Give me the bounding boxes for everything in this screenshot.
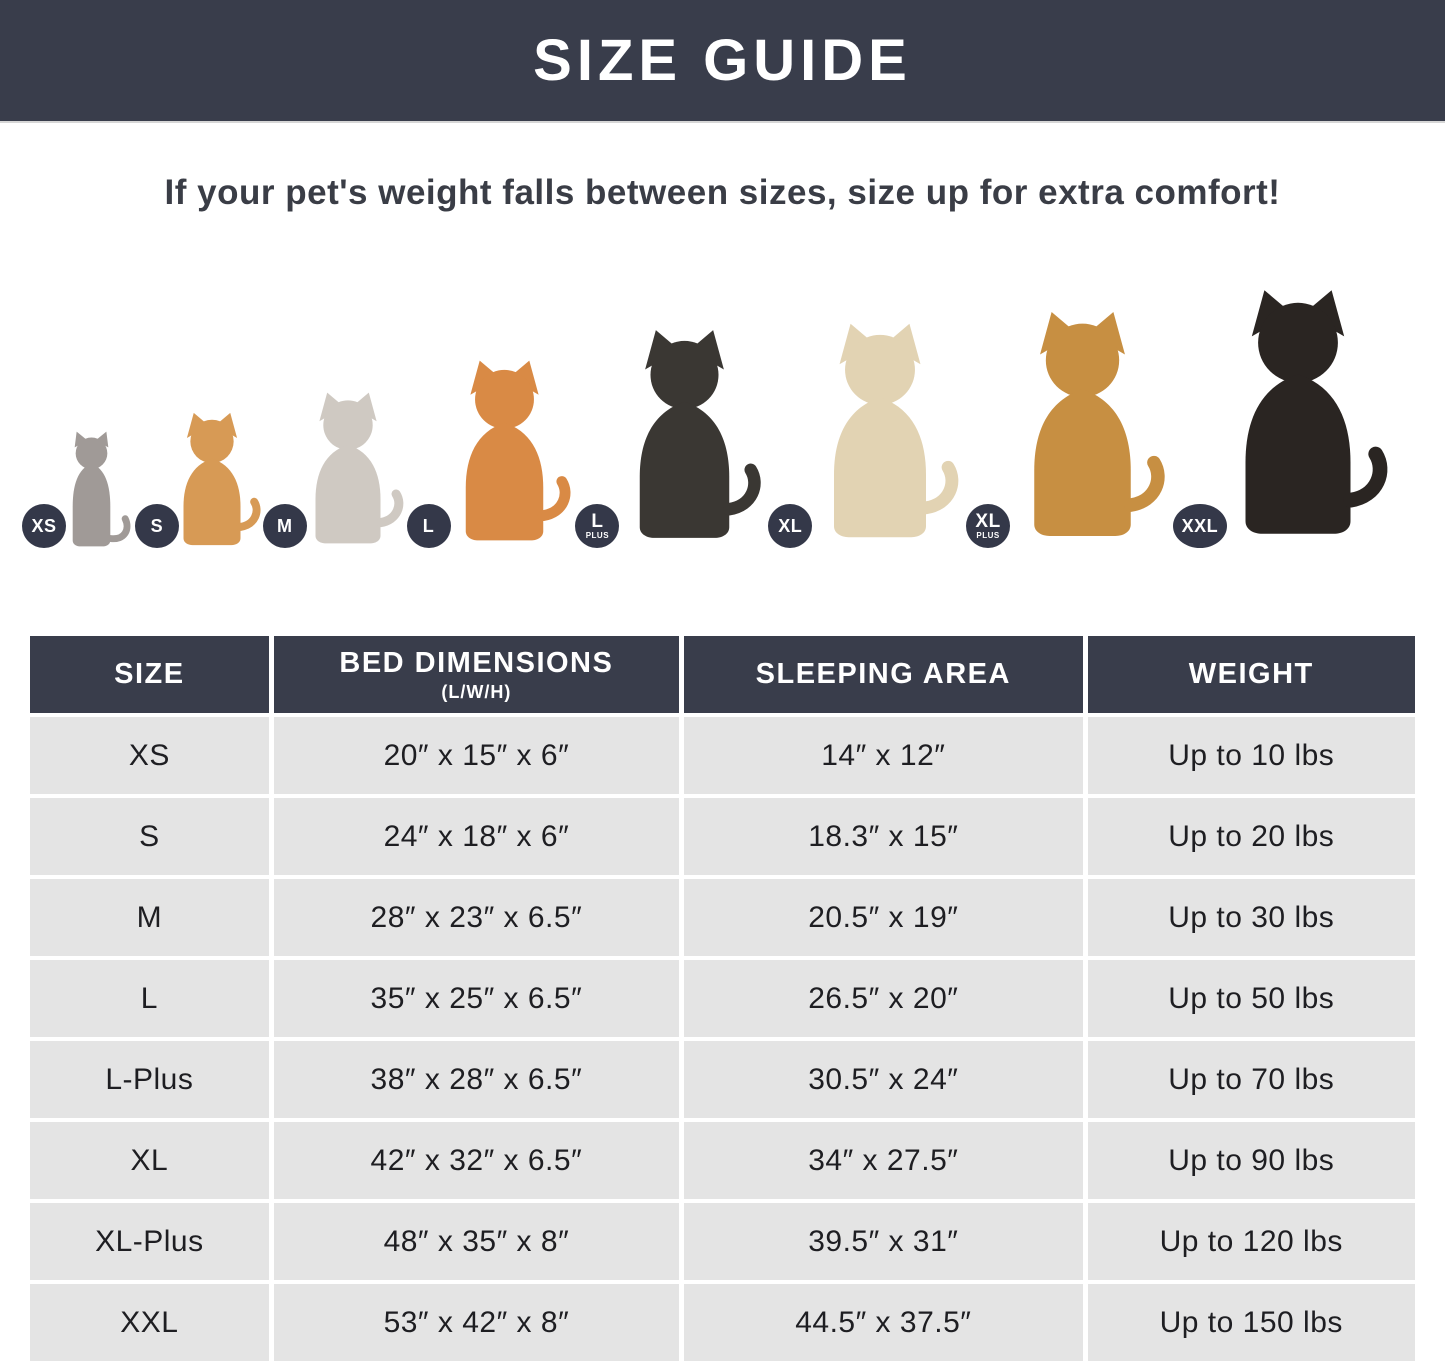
table-cell-xs-area: 14″ x 12″ bbox=[684, 717, 1082, 794]
size-badge bbox=[407, 504, 451, 548]
column-header-bed-dimensions bbox=[274, 636, 679, 713]
size-badge bbox=[768, 504, 812, 548]
size-badge-label: XXL bbox=[1181, 516, 1219, 536]
size-badge-label: XL bbox=[778, 516, 803, 536]
table-cell-s-weight: Up to 20 lbs bbox=[1088, 798, 1415, 875]
pet-item-xl bbox=[778, 303, 972, 558]
pet-item-xs bbox=[31, 420, 141, 558]
table-cell-xl-plus-area: 39.5″ x 31″ bbox=[684, 1203, 1082, 1280]
golden-retriever-illustration bbox=[986, 290, 1179, 558]
table-cell-xs-weight: Up to 10 lbs bbox=[1088, 717, 1415, 794]
table-cell-xl-bed: 42″ x 32″ x 6.5″ bbox=[274, 1122, 679, 1199]
size-badge-label: S bbox=[150, 516, 164, 536]
page-title: SIZE GUIDE bbox=[533, 28, 912, 93]
banner bbox=[0, 0, 1445, 123]
table-cell-m-size: M bbox=[30, 879, 269, 956]
column-header-label: SIZE bbox=[114, 658, 185, 690]
table-cell-xxl-area: 44.5″ x 37.5″ bbox=[684, 1284, 1082, 1361]
size-badge bbox=[1173, 504, 1227, 548]
pets-row bbox=[31, 258, 1403, 558]
table-cell-xxl-weight: Up to 150 lbs bbox=[1088, 1284, 1415, 1361]
pet-item-l bbox=[422, 343, 582, 558]
size-badge-label: M bbox=[276, 516, 293, 536]
table-cell-xl-plus-size: XL-Plus bbox=[30, 1203, 269, 1280]
size-badge bbox=[263, 504, 307, 548]
size-badge-label: L bbox=[591, 511, 604, 532]
table-cell-l-bed: 35″ x 25″ x 6.5″ bbox=[274, 960, 679, 1037]
column-header-label: WEIGHT bbox=[1188, 658, 1314, 690]
table-cell-xl-weight: Up to 90 lbs bbox=[1088, 1122, 1415, 1199]
table-cell-m-weight: Up to 30 lbs bbox=[1088, 879, 1415, 956]
table-cell-xl-area: 34″ x 27.5″ bbox=[684, 1122, 1082, 1199]
column-header-label: SLEEPING AREA bbox=[755, 658, 1011, 690]
pet-item-xl-plus bbox=[975, 290, 1179, 558]
pet-item-s bbox=[150, 400, 269, 558]
size-badge-label: XS bbox=[31, 516, 57, 536]
table-cell-l-plus-size: L-Plus bbox=[30, 1041, 269, 1118]
size-badge bbox=[966, 504, 1010, 548]
subtitle: If your pet's weight falls between sizes, size up for extra comfort! bbox=[164, 173, 1281, 212]
doberman-illustration bbox=[1193, 266, 1403, 558]
size-badge bbox=[135, 504, 179, 548]
table-cell-xs-size: XS bbox=[30, 717, 269, 794]
pet-item-xxl bbox=[1181, 266, 1403, 558]
size-badge-label: XL bbox=[975, 511, 1001, 532]
table-cell-xs-bed: 20″ x 15″ x 6″ bbox=[274, 717, 679, 794]
table-cell-m-bed: 28″ x 23″ x 6.5″ bbox=[274, 879, 679, 956]
table-cell-s-area: 18.3″ x 15″ bbox=[684, 798, 1082, 875]
labrador-illustration bbox=[788, 303, 972, 558]
table-cell-l-plus-weight: Up to 70 lbs bbox=[1088, 1041, 1415, 1118]
column-header-weight bbox=[1088, 636, 1415, 713]
table-cell-s-bed: 24″ x 18″ x 6″ bbox=[274, 798, 679, 875]
table-cell-m-area: 20.5″ x 19″ bbox=[684, 879, 1082, 956]
table-cell-s-size: S bbox=[30, 798, 269, 875]
size-badge-label: L bbox=[422, 516, 435, 536]
table-cell-xl-size: XL bbox=[30, 1122, 269, 1199]
table-cell-xxl-size: XXL bbox=[30, 1284, 269, 1361]
size-table bbox=[30, 636, 1415, 1361]
table-cell-xl-plus-bed: 48″ x 35″ x 8″ bbox=[274, 1203, 679, 1280]
pet-item-m bbox=[276, 378, 413, 558]
column-header-sleeping-area bbox=[684, 636, 1082, 713]
size-badge bbox=[22, 504, 66, 548]
table-cell-xl-plus-weight: Up to 120 lbs bbox=[1088, 1203, 1415, 1280]
table-cell-l-plus-area: 30.5″ x 24″ bbox=[684, 1041, 1082, 1118]
size-badge-sublabel: PLUS bbox=[976, 531, 1000, 540]
table-cell-l-weight: Up to 50 lbs bbox=[1088, 960, 1415, 1037]
size-badge-sublabel: PLUS bbox=[585, 531, 610, 540]
pet-item-l-plus bbox=[585, 310, 774, 558]
border-collie-illustration bbox=[595, 310, 774, 558]
table-cell-l-plus-bed: 38″ x 28″ x 6.5″ bbox=[274, 1041, 679, 1118]
table-cell-l-size: L bbox=[30, 960, 269, 1037]
table-cell-xxl-bed: 53″ x 42″ x 8″ bbox=[274, 1284, 679, 1361]
dimensions-note: (L/W/H) bbox=[441, 681, 512, 702]
column-header-label: BED DIMENSIONS bbox=[339, 646, 614, 679]
column-header-size bbox=[30, 636, 269, 713]
table-cell-l-area: 26.5″ x 20″ bbox=[684, 960, 1082, 1037]
